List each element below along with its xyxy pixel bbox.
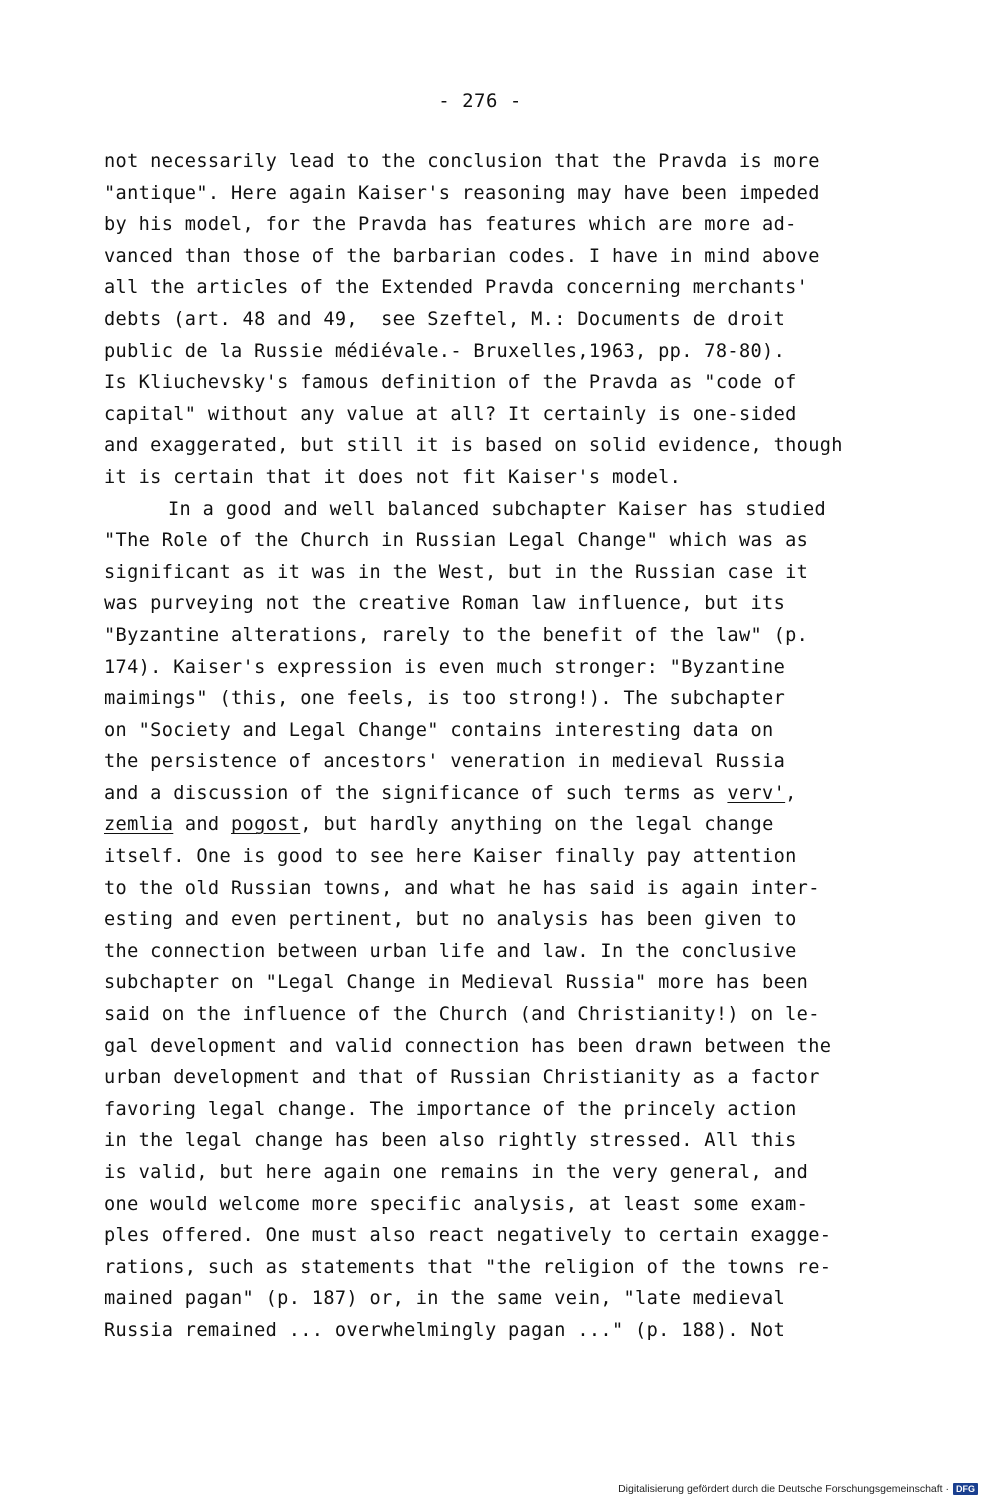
text-line [104,146,924,178]
text-segment: urban development and that of Russian Christianity as a factor [104,1067,820,1089]
text-segment: itself. One is good to see here Kaiser finally pay attention [104,846,797,868]
text-segment: "The Role of the Church in Russian Legal Change" which was as [104,530,809,552]
text-line [104,1094,924,1126]
text-segment: not necessarily lead to the conclusion that the Pravda is more [104,151,820,172]
text-segment: significant as it was in the West, but in the Russian case it [104,561,809,583]
text-segment: ples offered. One must also react negatively to certain exagge- [104,1225,832,1247]
text-line [104,967,924,999]
text-line [104,936,924,968]
text-line [104,399,924,431]
text-segment: public de la Russie médiévale.- Bruxelles,1963, pp. 78-80). [104,340,786,362]
text-segment: the persistence of ancestors' veneration in medieval Russia [104,751,786,773]
text-segment: maimings" (this, one feels, is too strong!). The subchapter [104,688,786,710]
text-line [104,304,924,336]
text-line [104,494,924,526]
text-line [104,1031,924,1063]
text-line [104,715,924,747]
underlined-term: pogost [231,814,301,836]
text-segment: by his model, for the Pravda has features which are more ad- [104,214,797,236]
digitization-credit [618,1483,978,1495]
text-line [104,336,924,368]
text-line [104,1220,924,1252]
dfg-logo-icon: DFG [953,1483,978,1495]
text-segment: "antique". Here again Kaiser's reasoning may have been impeded [104,182,820,204]
text-line [104,1125,924,1157]
text-line [104,652,924,684]
text-line [104,809,924,841]
text-segment: in the legal change has been also rightly stressed. All this [104,1130,797,1152]
text-segment: on "Society and Legal Change" contains interesting data on [104,719,774,741]
underlined-term: verv' [727,782,786,804]
text-segment: said on the influence of the Church (and Christianity!) on le- [104,1004,820,1026]
text-line [104,525,924,557]
text-line [104,1062,924,1094]
text-line [104,272,924,304]
text-segment: , [785,782,797,804]
document-body [104,146,924,1347]
text-segment: and exaggerated, but still it is based on solid evidence, though [104,435,843,457]
text-line [104,1252,924,1284]
text-line [104,462,924,494]
text-segment: favoring legal change. The importance of the princely action [104,1098,797,1120]
text-line [104,904,924,936]
text-segment: to the old Russian towns, and what he has said is again inter- [104,877,820,899]
text-line [104,241,924,273]
page-number: - 276 - [438,90,522,112]
text-segment: Is Kliuchevsky's famous definition of the Pravda as "code of [104,372,797,394]
text-line [104,1189,924,1221]
text-segment: and a discussion of the significance of such terms as [104,782,728,804]
underlined-term: zemlia [104,814,174,836]
text-segment: it is certain that it does not fit Kaiser's model. [104,466,682,488]
text-line [104,873,924,905]
text-segment: the connection between urban life and law. In the conclusive [104,940,797,962]
text-line [104,430,924,462]
text-line [104,841,924,873]
text-segment: was purveying not the creative Roman law influence, but its [104,593,786,615]
text-line [104,999,924,1031]
text-line [104,778,924,810]
text-segment: all the articles of the Extended Pravda concerning merchants' [104,277,809,299]
text-segment: is valid, but here again one remains in the very general, and [104,1162,809,1183]
text-line [104,746,924,778]
text-segment: mained pagan" (p. 187) or, in the same vein, "late medieval [104,1288,786,1310]
text-line [104,178,924,210]
text-line [104,1283,924,1315]
text-segment: , but hardly anything on the legal change [300,814,774,836]
credit-text: Digitalisierung gefördert durch die Deutsche Forschungsgemeinschaft · [618,1483,949,1495]
text-line [104,683,924,715]
text-segment: gal development and valid connection has been drawn between the [104,1035,832,1057]
text-line [104,588,924,620]
text-segment: "Byzantine alterations, rarely to the benefit of the law" (p. [104,624,809,646]
text-segment: debts (art. 48 and 49, see Szeftel, M.: Documents de droit [104,308,786,330]
text-line [104,1315,924,1347]
text-segment: capital" without any value at all? It certainly is one-sided [104,403,797,425]
text-line [104,557,924,589]
text-segment: subchapter on "Legal Change in Medieval Russia" more has been [104,972,809,994]
text-line [104,620,924,652]
text-segment: rations, such as statements that "the religion of the towns re- [104,1256,832,1278]
text-line [104,367,924,399]
text-line [104,209,924,241]
text-segment: one would welcome more specific analysis, at least some exam- [104,1193,809,1215]
text-line [104,1157,924,1189]
text-segment: In a good and well balanced subchapter Kaiser has studied [168,498,827,520]
text-segment: and [173,814,232,836]
text-segment: Russia remained ... overwhelmingly pagan ..." (p. 188). Not [104,1319,786,1341]
text-segment: 174). Kaiser's expression is even much stronger: "Byzantine [104,656,786,678]
text-segment: vanced than those of the barbarian codes. I have in mind above [104,245,820,267]
text-segment: esting and even pertinent, but no analysis has been given to [104,909,797,931]
